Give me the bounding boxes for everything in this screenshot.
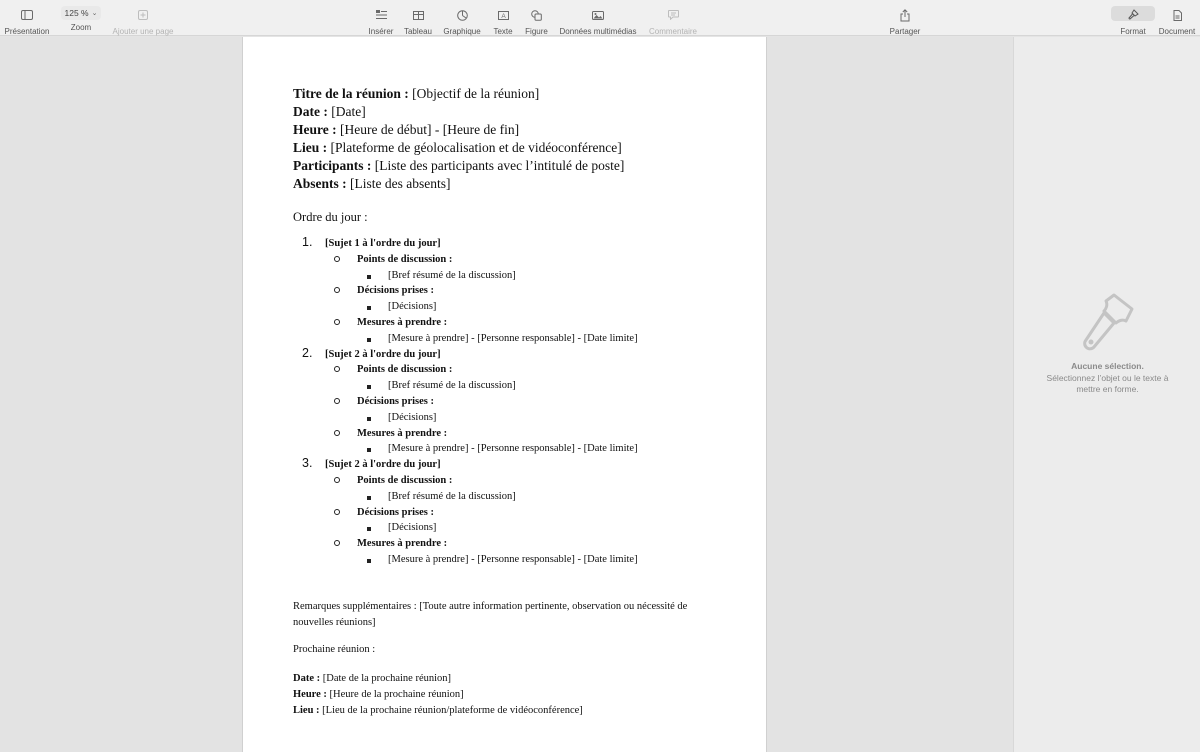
add-page-label: Ajouter une page bbox=[112, 27, 174, 36]
chevron-down-icon: ⌄ bbox=[91, 10, 98, 17]
paintbrush-icon bbox=[1080, 291, 1136, 358]
square-bullet-icon bbox=[367, 306, 371, 310]
text-box-icon bbox=[498, 5, 509, 25]
document-page[interactable] bbox=[242, 37, 767, 752]
square-bullet-icon bbox=[367, 338, 371, 342]
list-item: Décisions prises : bbox=[293, 396, 753, 412]
meta-date: Date : [Date] bbox=[293, 103, 366, 119]
list-item: Points de discussion : bbox=[293, 364, 753, 380]
shape-button[interactable] bbox=[523, 0, 550, 36]
next-location: Lieu : [Lieu de la prochaine réunion/plateforme de vidéoconférence] bbox=[293, 705, 583, 716]
square-bullet-icon bbox=[367, 275, 371, 279]
share-icon bbox=[900, 5, 910, 25]
document-icon bbox=[1173, 5, 1182, 25]
list-item: [Bref résumé de la discussion] bbox=[293, 270, 753, 286]
table-label: Tableau bbox=[403, 27, 433, 36]
list-item: Points de discussion : bbox=[293, 475, 753, 491]
agenda-topic: 1. [Sujet 1 à l'ordre du jour] bbox=[302, 235, 441, 249]
list-item: [Mesure à prendre] - [Personne responsable] - [Date limite] bbox=[293, 554, 753, 570]
document-label: Document bbox=[1158, 27, 1196, 36]
next-meeting-info bbox=[293, 671, 583, 719]
meta-time: Heure : [Heure de début] - [Heure de fin] bbox=[293, 121, 520, 137]
sidebar-icon bbox=[21, 5, 33, 25]
circle-bullet-icon bbox=[334, 430, 340, 436]
media-label: Données multimédias bbox=[559, 27, 637, 36]
list-item: Décisions prises : bbox=[293, 285, 753, 301]
shape-label: Figure bbox=[525, 27, 548, 36]
share-label: Partager bbox=[889, 27, 921, 36]
next-date: Date : [Date de la prochaine réunion] bbox=[293, 673, 452, 684]
list-item: Décisions prises : bbox=[293, 507, 753, 523]
table-icon bbox=[413, 5, 424, 25]
square-bullet-icon bbox=[367, 417, 371, 421]
list-item: [Décisions] bbox=[293, 522, 753, 538]
square-bullet-icon bbox=[367, 527, 371, 531]
square-bullet-icon bbox=[367, 496, 371, 500]
meta-title: Titre de la réunion : [Objectif de la réunion] bbox=[293, 86, 540, 101]
photo-icon bbox=[592, 5, 604, 25]
media-button[interactable] bbox=[558, 0, 638, 36]
shape-icon bbox=[531, 5, 542, 25]
insert-list-icon bbox=[376, 5, 387, 25]
zoom-select[interactable] bbox=[61, 6, 102, 20]
remarks-paragraph: Remarques supplémentaires : [Toute autre information pertinente, observation ou nécessité de nouvelles réunions] bbox=[293, 601, 688, 628]
list-item: [Mesure à prendre] - [Personne responsable] - [Date limite] bbox=[293, 333, 753, 349]
share-button[interactable] bbox=[887, 0, 923, 36]
insert-button[interactable] bbox=[366, 0, 396, 36]
circle-bullet-icon bbox=[334, 509, 340, 515]
no-selection-hint: Sélectionnez l’objet ou le texte à mettre en forme. bbox=[1046, 373, 1169, 394]
list-item: [Bref résumé de la discussion] bbox=[293, 491, 753, 507]
list-item: Mesures à prendre : bbox=[293, 317, 753, 333]
format-inspector bbox=[1013, 37, 1200, 752]
comment-button[interactable] bbox=[647, 0, 699, 36]
circle-bullet-icon bbox=[334, 540, 340, 546]
presentation-button[interactable] bbox=[2, 0, 52, 36]
agenda-title: Ordre du jour : bbox=[293, 210, 368, 224]
comment-label: Commentaire bbox=[648, 27, 697, 36]
meta-absents: Absents : [Liste des absents] bbox=[293, 175, 451, 191]
agenda-topic: 3. [Sujet 2 à l'ordre du jour] bbox=[302, 456, 441, 471]
no-selection-title: Aucune sélection. bbox=[1071, 361, 1144, 371]
comment-icon bbox=[668, 5, 679, 25]
chart-pie-icon bbox=[457, 5, 468, 25]
chart-label: Graphique bbox=[443, 27, 481, 36]
list-item: Mesures à prendre : bbox=[293, 428, 753, 444]
svg-text:A: A bbox=[500, 12, 506, 20]
zoom-label: Zoom bbox=[70, 23, 92, 32]
circle-bullet-icon bbox=[334, 319, 340, 325]
circle-bullet-icon bbox=[334, 477, 340, 483]
circle-bullet-icon bbox=[334, 256, 340, 262]
agenda-topic: 2. [Sujet 2 à l'ordre du jour] bbox=[302, 345, 441, 360]
square-bullet-icon bbox=[367, 448, 371, 452]
table-button[interactable] bbox=[402, 0, 434, 36]
circle-bullet-icon bbox=[334, 398, 340, 404]
square-bullet-icon bbox=[367, 559, 371, 563]
next-meeting-title: Prochaine réunion : bbox=[293, 644, 376, 655]
chart-button[interactable] bbox=[441, 0, 483, 36]
square-bullet-icon bbox=[367, 385, 371, 389]
zoom-control[interactable] bbox=[58, 0, 104, 36]
presentation-label: Présentation bbox=[4, 27, 50, 36]
zoom-value: 125 % bbox=[64, 8, 89, 18]
paintbrush-icon bbox=[1127, 5, 1139, 25]
list-item: Mesures à prendre : bbox=[293, 538, 753, 554]
toolbar bbox=[0, 0, 1200, 36]
list-item: [Décisions] bbox=[293, 412, 753, 428]
add-page-button[interactable] bbox=[110, 0, 176, 36]
meta-location: Lieu : [Plateforme de géolocalisation et de vidéoconférence] bbox=[293, 139, 622, 155]
format-label: Format bbox=[1120, 27, 1146, 36]
list-item: [Décisions] bbox=[293, 301, 753, 317]
list-item: Points de discussion : bbox=[293, 254, 753, 270]
circle-bullet-icon bbox=[334, 366, 340, 372]
agenda-list bbox=[293, 235, 753, 570]
meta-participants: Participants : [Liste des participants avec l’intitulé de poste] bbox=[293, 157, 625, 173]
text-label: Texte bbox=[493, 27, 513, 36]
document-button[interactable] bbox=[1157, 0, 1197, 36]
circle-bullet-icon bbox=[334, 287, 340, 293]
meeting-info bbox=[293, 85, 624, 192]
add-page-icon bbox=[138, 5, 148, 25]
format-button[interactable] bbox=[1117, 0, 1149, 36]
next-time: Heure : [Heure de la prochaine réunion] bbox=[293, 689, 464, 700]
list-item: [Mesure à prendre] - [Personne responsable] - [Date limite] bbox=[293, 443, 753, 459]
text-button[interactable] bbox=[491, 0, 515, 36]
list-item: [Bref résumé de la discussion] bbox=[293, 380, 753, 396]
insert-label: Insérer bbox=[368, 27, 394, 36]
